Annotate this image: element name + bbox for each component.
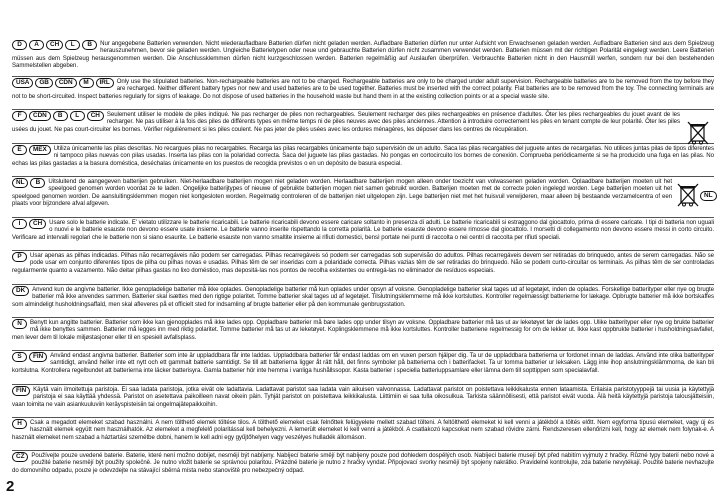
battery-instructions-text: Benytt kun angitte batterier. Batterier som ikke kan gjenopplades må ikke lades opp. Oppladbare batterier må bare lades opp under tilsyn av voksne. Oppladbare batterier må tas ut av leketøyet før de lades opp. Ulike batterityper eller nye og brukte batterier må ikke benyttes sammen. Batterier må legges inn med riktig polaritet. Tomme batterier må tas ut av leketøyet. Koplingsklemmene må ikke kortsluttes. Kontroller batteriene regelmessig for om de lekker ut. Ikke kast oppbrukte batterier i husholdningsavfallet, men lever dem til lokale miljøstasjoner eller til en spesiell avfallsplass.: [12, 319, 714, 341]
country-codes: [12, 145, 51, 155]
section-divider: [12, 284, 714, 285]
section-divider: [12, 217, 714, 218]
country-code-badge: CDN: [55, 78, 77, 88]
country-code-badge: L: [65, 40, 80, 50]
section-divider: [12, 384, 714, 385]
country-code-badge: CH: [46, 40, 63, 50]
country-codes: [12, 319, 27, 329]
battery-instructions-text: Nur angegebene Batterien verwenden. Nicht wiederaufladbare Batterien dürfen nicht geladen werden. Aufladbare Batterien dürfen nur unter Aufsicht von Erwachsenen geladen werden. Aufladbare Batterien sind aus dem Spielzeug herauszunehmen, bevor sie geladen werden. Ungleiche Batterietypen oder neue und gebrauchte Batterien dürfen nicht zusammen verwendet werden. Batterien müssen mit der richtigen Polarität eingelegt werden. Leere Batterien müssen aus dem Spielzeug herausgenommen werden. Die Anschlussklemmen dürfen nicht kurzgeschlossen werden. Batterien regelmäßig auf Auslaufen überprüfen. Verbrauchte Batterien nicht in den Hausmüll werfen, sondern nur bei den bestehenden Sammelstellen abgeben.: [12, 40, 714, 70]
language-section: [12, 452, 714, 474]
country-codes: [12, 219, 46, 229]
country-code-badge: F: [12, 111, 27, 121]
country-code-badge: B: [82, 40, 97, 50]
battery-instructions-text: Seulement utiliser le modèle de piles indiqué. Ne pas recharger de piles non rechargeables. Seulement recharger des piles rechargeables en présence d'adultes. Ôter les piles rechargeables du jouet avant de les recharger. Ne pas utiliser à la fois des piles de différents types en même temps ni de piles neuves avec des piles anciennes. Attention à introduire correctement les piles en tenant compte de leur polarité. Ôter les piles usées du jouet. Ne pas court-circuiter les bornes. Vérifier régulièrement si les piles coulent. Ne pas jeter de piles usées avec les ordures ménagères, les déposer dans les centres de récupération.: [12, 111, 680, 133]
language-section: [12, 111, 680, 133]
language-section: [12, 78, 714, 100]
battery-instructions-text: Använd endast angivna batterier. Batterier som inte är uppladdbara får inte laddas. Uppladdbara batterier får endast laddas om en vuxen person hjälper dig. Ta ur de uppladdbara batterierna ur fordonet innan de laddas. Använd inte olika batterityper samtidigt, använd heller inte ett nytt och ett gammalt batterie samtidigt. Se till att batterierna ligger åt rätt håll, det finns symboler på batterierna och i batterifacket. Ta ur tomma batterier ur leksaken. Lägg inte ihop anslutningsklämmorna, de kan bli kortslutna. Kontrollera regelbundet att batterierna inte läcker batterisyra. Gamla batterier hör inte hemma i vanliga hushållssopor. Kasta batterier i speciella batteriuppsamlare eller lämna dem till sopttippen som specialavfall.: [12, 352, 714, 374]
language-section: [12, 352, 714, 374]
country-code-badge: A: [29, 40, 44, 50]
country-code-badge: NL: [12, 178, 28, 188]
language-section: [12, 286, 714, 308]
country-code-badge: L: [70, 111, 85, 121]
country-code-badge: E: [12, 145, 27, 155]
country-codes: [12, 178, 45, 188]
country-code-badge: I: [12, 219, 27, 229]
country-code-badge: CZ: [12, 452, 28, 462]
language-section: [12, 40, 714, 69]
nl-badge: NL: [700, 191, 717, 201]
section-divider: [12, 176, 714, 177]
country-code-badge: IRL: [96, 78, 114, 88]
country-codes: [12, 252, 27, 262]
country-codes: [12, 40, 97, 50]
section-divider: [12, 417, 714, 418]
language-section: [12, 178, 672, 207]
country-code-badge: H: [12, 419, 27, 429]
country-code-badge: CDN: [29, 111, 51, 121]
country-code-badge: M: [79, 78, 94, 88]
crossed-out-wheelie-bin-icon: [676, 182, 700, 208]
country-code-badge: DK: [12, 286, 29, 296]
battery-instructions-text: Usare solo le batterie indicate. E' vietato utilizzare le batterie ricaricabili. Le batterie ricaricabili devono essere caricare soltanto in presenza di adulti. Le batterie ricaricabili si estraggono dal giocattolo, prima di essere caricate. I tipi di batteria non uguali o nuovi e le batterie esauste non devono essere usate insieme. Le batterie vanno inserite rispettando la corretta polarità. Le batterie esauste devono essere rimosse dal giocattolo. I morsetti di collegamento non devono essere messi in corto circuito. Verificare ad intervalli regolari che le batterie non si siano esaurite. Le batterie esauste non vanno smaltite insieme ai rifiuti domestici, bensì portate nei punti di raccolta o nei centri di raccolta per rifiuti speciali.: [12, 219, 714, 241]
country-code-badge: MEX: [29, 145, 51, 155]
country-codes: [12, 419, 27, 429]
section-divider: [12, 76, 714, 77]
language-section: [12, 319, 714, 341]
battery-instructions-text: Csak a megadott elemeket szabad használni. A nem tölthető elemek töltése tilos. A tölthető elemeket csak felnőttek felügyelete mellett szabad tölteni. A feltölthető elemeket ki kell venni a játékból a töltés előtt. Nem egyforma típusú elemeket, vagy új és használt elemek együtt nem használhatók. Az elemeket a megfelelő polaritással kell behelyezni. A lemerült elemeket ki kell venni a játékból. A csatlakozó kapcsokat nem szabad rövidre zárni. Rendszeresen ellenőrizni kell, hogy az elemek nem folynak-e. A használt elemeket nem szabad a háztartási szemétbe dobni, hanem le kell adni egy gyűjtőhelyen vagy veszélyes hulladék állomáson.: [12, 419, 714, 441]
country-code-badge: P: [12, 252, 27, 262]
battery-instructions-text: Käytä vain ilmoitettuja paristoja. Ei saa ladata paristoja, jotka eivät ole ladattavia. Ladattavat paristot saa ladata vain aikuisen valvonnassa. Ladattavat paristot on poistettava leikkikalusta ennen lataamista. Erilaisia paristotyyppejä tai uusia ja käytettyjä paristoja ei saa käyttää yhdessä. Paristot on asetettava paikoilleen navat oikein päin. Tyhjät paristot on poistettava leikkikalusta. Liittimiin ei saa tulla oikosulkua. Tarkista säännöllisesti, että paristot eivät vuoda. Älä heitä käytettyjä paristoja talousjätteisiin, vaan toimita ne vain asiankuuluviin keräyspisteisiin tai ongelmajätepaikkoihin.: [12, 386, 714, 408]
country-code-badge: B: [30, 178, 45, 188]
country-code-badge: FIN: [29, 352, 47, 362]
country-code-badge: D: [12, 40, 27, 50]
country-codes: [12, 111, 104, 121]
country-code-badge: N: [12, 319, 27, 329]
country-code-badge: S: [12, 352, 27, 362]
battery-instructions-text: Utiliza únicamente las pilas descritas. No recargues pilas no recargables. Recarga las pilas recargables únicamente bajo supervisión de un adulto. Saca las pilas recargables del juguete antes de recargarlas. No utilices juntas pilas de tipos diferentes ni tampoco pilas nuevas con pilas usadas. Inserta las pilas con la polaridad correcta. Saca del juguete las pilas gastadas. No pongas en cortocircuito los bornes de conexión. Comprueba periódicamente si se ha producido una fuga en las pilas. No echas las pilas gastadas a la basura doméstica, deséchalas únicamente en los puestos de recogida previstos o en un depósito de basura especial.: [12, 145, 714, 167]
section-divider: [12, 317, 714, 318]
country-code-badge: B: [53, 111, 68, 121]
country-codes: [12, 78, 114, 88]
section-divider: [12, 143, 714, 144]
country-codes: [12, 386, 30, 396]
language-section: [12, 419, 714, 441]
country-codes: [12, 286, 29, 296]
language-section: [12, 219, 714, 241]
page-number: 2: [6, 478, 15, 495]
country-code-badge: CH: [87, 111, 104, 121]
language-section: [12, 252, 714, 274]
battery-instructions-text: Anvend kun de angivne batterier. Ikke genopladelige batterier må ikke oplades. Genopladelige batterier må kun oplades under opsyn af voksne. Genopladelige batterier skal tages ud af legetøjet, inden de oplades. Forskellige batterityper eller nye og brugte batterier må ikke anvendes sammen. Batterier skal isættes med den rigtige polaritet. Tomme batterier skal tages ud af legetøjet. Tilslutningsklemmerne må ikke kortsluttes. Kontroller regelmæssigt batterierne for lækage. Opbrugte batterier må ikke bortskaffes som almindeligt husholdningsaffald, men skal afleveres på et officielt sted for indsamling af brugte batterier eller på den kommunale genbrugsstation.: [12, 286, 714, 308]
battery-instructions-text: Usar apenas as pilhas indicadas. Pilhas não recarregáveis não podem ser carregadas. Pilhas recarregáveis só podem ser carregadas sob supervisão do adultos. Pilhas recarregáveis devem ser retiradas do brinquedo, antes de serem carregadas. Não se pode usar em conjunto diferentes tipos de pilha ou pilhas novas e usadas. Pilhas têm de ser inseridas com a polaridade correcta. Pilhas vazias têm de ser retiradas do brinquedo. Não se podem curto-circuitar os terminais. As pilhas têm de ser controladas regularmente quanto a vazamento. Não deitar pilhas gastas no lixo doméstico, mas depositá-las nos pontos de recolha existentes ou entregá-las no eliminador de resíduos especiais.: [12, 252, 714, 274]
country-code-badge: FIN: [12, 386, 30, 396]
country-code-badge: GB: [35, 78, 53, 88]
section-divider: [12, 109, 714, 110]
section-divider: [12, 350, 714, 351]
language-section: [12, 145, 714, 167]
battery-instructions-text: Používejte pouze uvedené baterie. Baterie, které není možno dobíjet, nesmějí být nabíjeny. Nabíjecí baterie smějí být nabíjeny pouze pod dohledem dospělých osob. Nabíjecí baterie musejí být před nabitím vyjmuty z hračky. Různé typy baterií nebo nové a použité baterie nesmějí být použity společně. Je nutno vložit baterie se správnou polaritou. Prázdné baterie je nutno z hračky vyndat. Připojovací svorky nesmějí být spojeny nakrátko. Pravidelně kontrolujte, zda baterie nevytékají. Použité baterie nevhazujte do domovního odpadu, pouze je odevzdejte na stávající sběrná místa nebo stanoviště pro nebezpečný odpad.: [12, 452, 714, 474]
country-code-badge: CH: [29, 219, 46, 229]
country-code-badge: USA: [12, 78, 33, 88]
battery-instructions-text: Only use the stipulated batteries. Non-rechargeable batteries are not to be charged. Rechargeable batteries are only to be charged under adult supervision. Rechargeable batteries are to be removed from the toy before they are recharged. Neither different battery types nor new and used batteries are to be used together. Batteries must be inserted with the correct polarity. Flat batteries are to be removed from the toy. The connecting terminals are not to be short-circuited. Inspect batteries regularly for signs of leakage. Do not dispose of used batteries in the household waste but hand them in at the existing collection points or at a special waste site.: [12, 78, 714, 100]
language-section: [12, 386, 714, 408]
section-divider: [12, 250, 714, 251]
section-divider: [12, 450, 714, 451]
battery-instructions-text: Uitsluitend de aangegeven batterijen gebruiken. Niet-herlaadbare batterijen mogen niet geladen worden. Herlaadbare batterijen mogen alleen onder toezicht van volwassenen geladen worden. Oplaadbare batterijen moeten uit het speelgoed genomen worden voordat ze te laden. Ongelijke batterijtypes of nieuwe of gebruikte batterijen mogen niet samen gebruikt worden. Batterijen moeten met de correcte polen ingelegd worden. Lege batterijen moeten uit het speelgoed genomen worden. De aansluitingsklemmen mogen niet kortgesloten worden. Regelmatig controleren of de batterijen niet uitgelopen zijn. Lege batterijen niet met het huisvuil verwijderen, maar alleen bij bestaande verzamelcentra of een plaats voor bijzondere afval afgeven.: [12, 178, 672, 208]
country-codes: [12, 452, 28, 462]
country-codes: [12, 352, 47, 362]
crossed-out-wheelie-bin-icon: [686, 120, 710, 146]
